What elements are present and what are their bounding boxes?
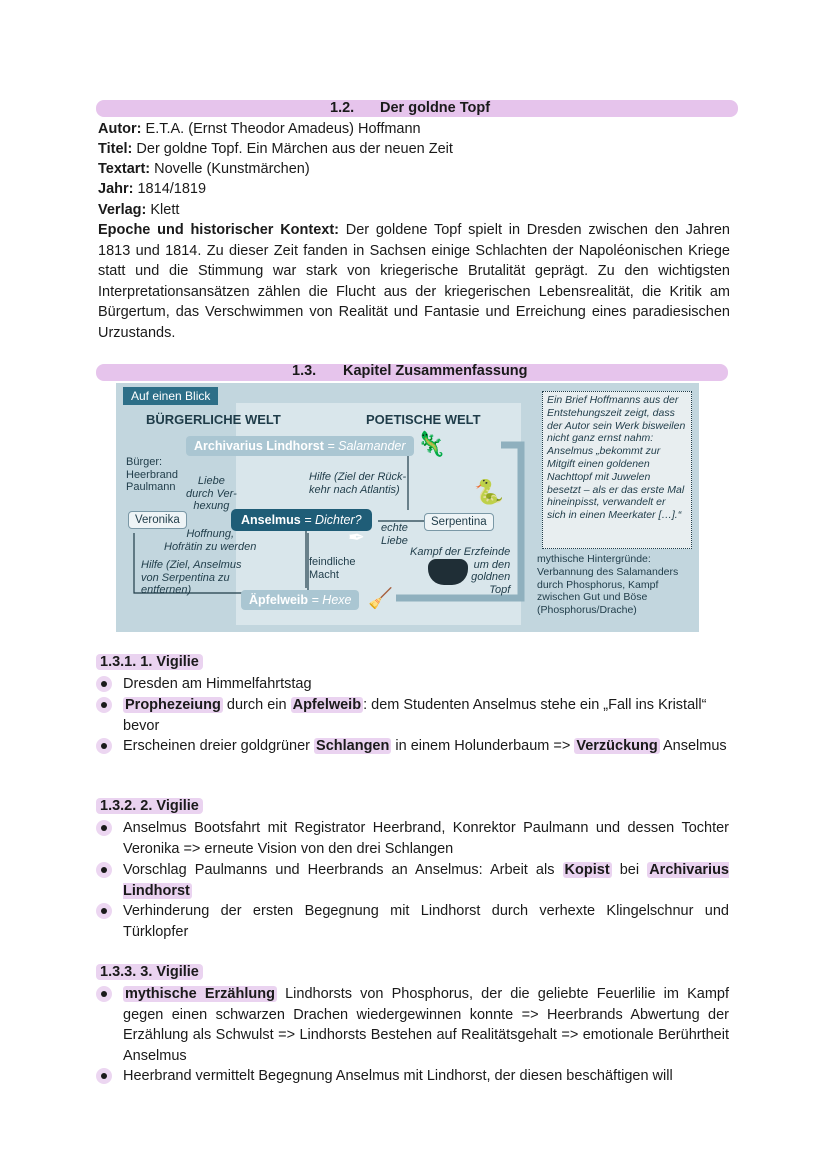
figure-tab: Auf einen Blick bbox=[123, 387, 218, 405]
bullet-marker bbox=[96, 676, 112, 692]
snake-icon: 🐍 bbox=[474, 479, 504, 506]
year-line: Jahr: 1814/1819 bbox=[98, 181, 207, 197]
v2-bullet-1: Anselmus Bootsfahrt mit Registrator Heerbrand, Konrektor Paulmann und dessen Tochter Veronika => erneute Vision von den drei Schlangen bbox=[123, 820, 729, 857]
bullet-marker bbox=[96, 697, 112, 713]
section-title-2: Kapitel Zusammenfassung bbox=[343, 363, 528, 379]
serpentina-box: Serpentina bbox=[424, 513, 494, 531]
author-line: Autor: E.T.A. (Ernst Theodor Amadeus) Hoffmann bbox=[98, 121, 421, 137]
feindliche-label: feindliche Macht bbox=[309, 556, 356, 581]
quill-icon: ✒ bbox=[348, 527, 365, 549]
bullet-marker bbox=[96, 903, 112, 919]
vigilie-3-heading: 1.3.3. 3. Vigilie bbox=[96, 964, 203, 980]
veronika-box: Veronika bbox=[128, 511, 187, 529]
overview-figure bbox=[116, 383, 699, 632]
letter-note: Ein Brief Hoffmanns aus der Entstehungszeit zeigt, dass der Autor sein Werk bisweilen nicht ganz ernst nahm: Anselmus „bekommt zur Mitgift einen goldenen Nachttopf mit Juwelen besetzt – als er das erste Mal hineinpisst, verwandelt er sich in einen Meerkater […].“ bbox=[542, 391, 692, 549]
anselmus-box: Anselmus = Dichter? bbox=[231, 509, 372, 531]
bullet-marker bbox=[96, 862, 112, 878]
hoffnung-label: Hoffnung, Hofrätin zu werden bbox=[164, 528, 257, 553]
bullet-marker bbox=[96, 820, 112, 836]
hilfe-ziel-label: Hilfe (Ziel, Anselmus von Serpentina zu entfernen) bbox=[141, 559, 242, 596]
bullet-marker bbox=[96, 1068, 112, 1084]
broom-icon: 🧹 bbox=[368, 588, 393, 610]
liebe-label: Liebe durch Ver- hexung bbox=[186, 475, 237, 512]
v3-bullet-2: Heerbrand vermittelt Begegnung Anselmus mit Lindhorst, der diesen beschäftigen will bbox=[123, 1068, 673, 1084]
pot-icon bbox=[428, 559, 468, 585]
v3-bullet-1: mythische Erzählung Lindhorsts von Phosphorus, der die geliebte Feuerlilie im Kampf gegen einen schwarzen Drachen wiedergewinnen konnte => Heerbrands Abwertung der Erzählung als Schwulst => Lindhorsts Bestehen auf Realitätsgehalt => emotionale Berührtheit Anselmus bbox=[123, 986, 729, 1064]
lindhorst-box: Archivarius Lindhorst = Salamander bbox=[186, 436, 414, 456]
section-number: 1.2. bbox=[330, 100, 355, 116]
left-world-heading: BÜRGERLICHE WELT bbox=[146, 412, 281, 427]
v2-bullet-2: Vorschlag Paulmanns und Heerbrands an Anselmus: Arbeit als Kopist bei Archivarius Lindhorst bbox=[123, 862, 729, 899]
v1-bullet-1: Dresden am Himmelfahrtstag bbox=[123, 676, 312, 692]
v2-bullet-3: Verhinderung der ersten Begegnung mit Lindhorst durch verhexte Klingelschnur und Türklopfer bbox=[123, 903, 729, 940]
echte-liebe-label: echte Liebe bbox=[381, 522, 408, 547]
hilfe-rueck-label: Hilfe (Ziel der Rück- kehr nach Atlantis) bbox=[309, 471, 407, 496]
section-title: Der goldne Topf bbox=[380, 100, 491, 116]
background-note: mythische Hintergründe: Verbannung des Salamanders durch Phosphorus, Kampf zwischen Gut und Böse (Phosphorus/Drache) bbox=[537, 553, 679, 617]
bullet-marker bbox=[96, 986, 112, 1002]
publisher-line: Verlag: Klett bbox=[98, 202, 180, 218]
v1-bullet-2: Prophezeiung durch ein Apfelweib : dem Studenten Anselmus stehe ein „Fall ins Kristall“ bevor bbox=[123, 697, 707, 734]
vigilie-2-heading: 1.3.2. 2. Vigilie bbox=[96, 798, 203, 814]
aepfelweib-box: Äpfelweib = Hexe bbox=[241, 590, 359, 610]
salamander-icon: 🦎 bbox=[416, 431, 446, 458]
vigilie-1-heading: 1.3.1. 1. Vigilie bbox=[96, 654, 203, 670]
title-line: Titel: Der goldne Topf. Ein Märchen aus der neuen Zeit bbox=[98, 141, 453, 157]
right-world-heading: POETISCHE WELT bbox=[366, 412, 481, 427]
kampf-label: Kampf der Erzfeinde um den goldnen Topf bbox=[410, 546, 511, 596]
bullet-marker bbox=[96, 738, 112, 754]
section-number-2: 1.3. bbox=[292, 363, 317, 379]
context-paragraph: Epoche und historischer Kontext: Der goldene Topf spielt in Dresden zwischen den Jahren 1813 und 1814. Zu dieser Zeit fanden in Sachsen einige Schlachten der Napoléonischen Kriege statt und die Stimmung war stark von kriegerische Brutalität geprägt. Zu den wichtigsten Interpretationsansätzen zählen die Flucht aus der kriegerischen Lebensrealität, die Kritik am Bürgertum, das Verschwimmen von Realität und Fantasie und Erreichung eines paradiesischen Urzustands. bbox=[98, 222, 730, 341]
type-line: Textart: Novelle (Kunstmärchen) bbox=[98, 161, 310, 177]
buerger-label: Bürger: Heerbrand Paulmann bbox=[126, 456, 178, 493]
v1-bullet-3: Erscheinen dreier goldgrüner Schlangen in einem Holunderbaum => Verzückung Anselmus bbox=[123, 738, 727, 754]
